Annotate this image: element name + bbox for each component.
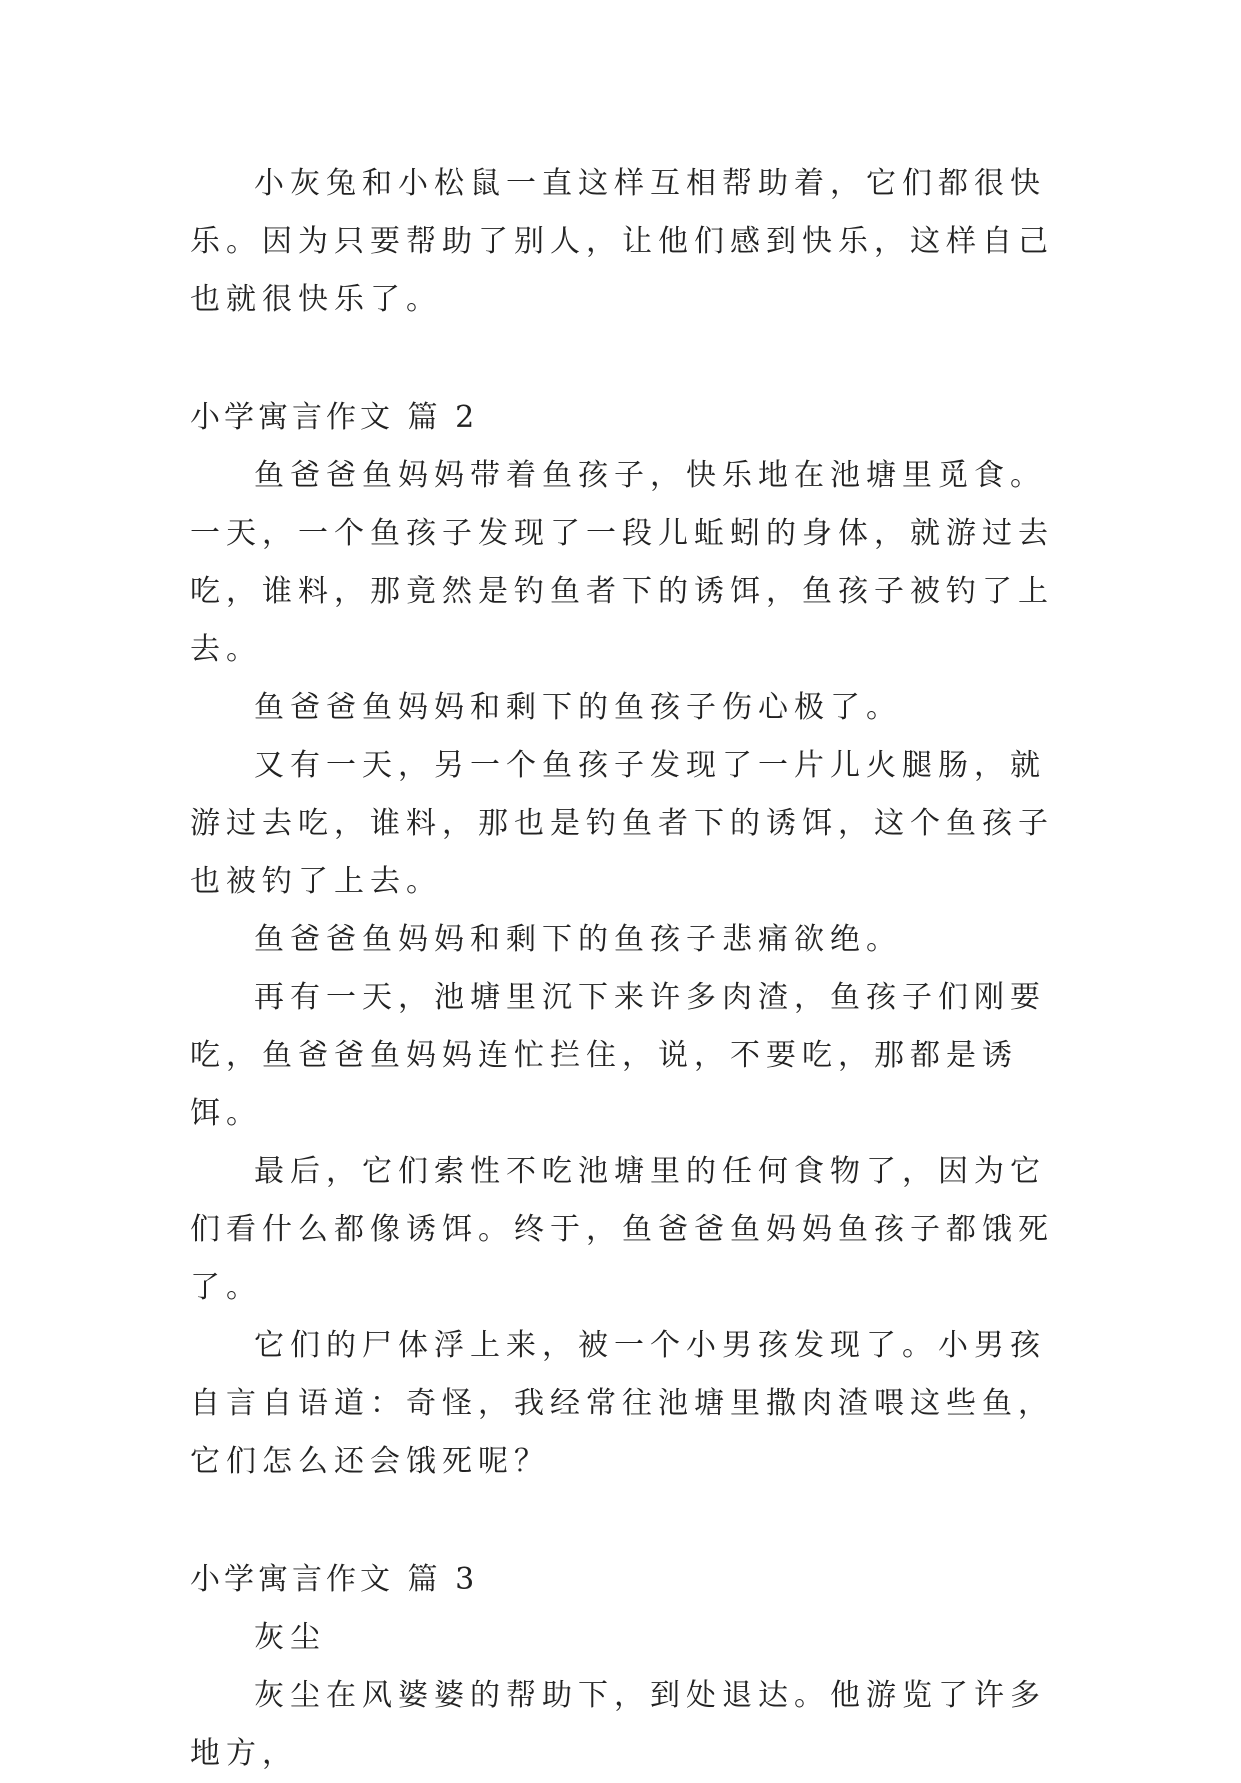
paragraph: 小灰兔和小松鼠一直这样互相帮助着，它们都很快乐。因为只要帮助了别人，让他们感到快乐，这样自己也就很快乐了。 — [190, 166, 1054, 317]
paragraph: 鱼爸爸鱼妈妈带着鱼孩子，快乐地在池塘里觅食。一天，一个鱼孩子发现了一段儿蚯蚓的身体，就游过去吃，谁料，那竟然是钓鱼者下的诱饵，鱼孩子被钓了上去。 — [190, 458, 1054, 667]
intro-section — [190, 155, 1070, 329]
section-title: 小学寓言作文 篇 2 — [190, 400, 479, 435]
section-spacer — [190, 1491, 1070, 1551]
paragraph: 鱼爸爸鱼妈妈和剩下的鱼孩子伤心极了。 — [254, 690, 902, 725]
section-title: 小学寓言作文 篇 3 — [190, 1562, 479, 1597]
section-spacer — [190, 329, 1070, 389]
paragraph: 灰尘在风婆婆的帮助下，到处退达。他游览了许多地方， — [190, 1678, 1046, 1771]
paragraph: 它们的尸体浮上来，被一个小男孩发现了。小男孩自言自语道：奇怪，我经常往池塘里撒肉渣喂这些鱼，它们怎么还会饿死呢？ — [190, 1328, 1054, 1479]
paragraph-subtitle: 灰尘 — [254, 1620, 326, 1655]
section-3 — [190, 1551, 1070, 1783]
document-page — [190, 155, 1070, 1783]
paragraph: 再有一天，池塘里沉下来许多肉渣，鱼孩子们刚要吃，鱼爸爸鱼妈妈连忙拦住，说，不要吃，那都是诱饵。 — [190, 980, 1046, 1131]
paragraph: 鱼爸爸鱼妈妈和剩下的鱼孩子悲痛欲绝。 — [254, 922, 902, 957]
section-2 — [190, 389, 1070, 1491]
paragraph: 最后，它们索性不吃池塘里的任何食物了，因为它们看什么都像诱饵。终于，鱼爸爸鱼妈妈鱼孩子都饿死了。 — [190, 1154, 1054, 1305]
paragraph: 又有一天，另一个鱼孩子发现了一片儿火腿肠，就游过去吃，谁料，那也是钓鱼者下的诱饵，这个鱼孩子也被钓了上去。 — [190, 748, 1054, 899]
